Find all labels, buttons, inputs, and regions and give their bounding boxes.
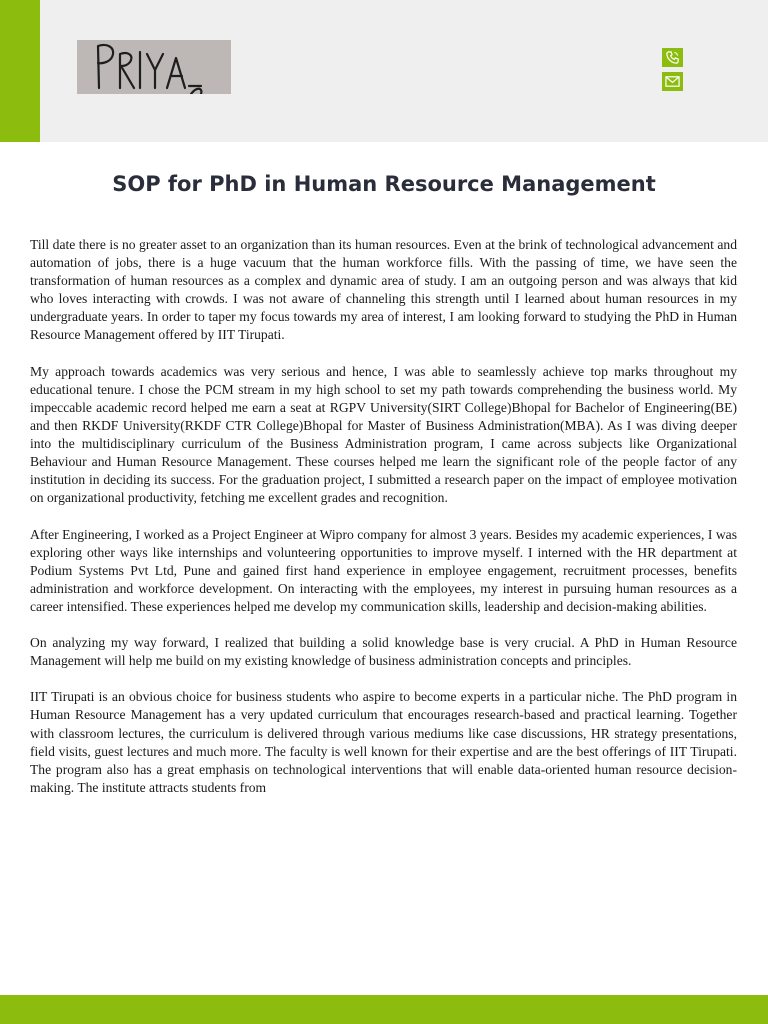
header-accent-bar [0, 0, 40, 142]
paragraph: After Engineering, I worked as a Project Engineer at Wipro company for almost 3 years. Besides my academic experiences, I was exploring other ways like internships and volunteering opportunities to improve myself. I interned with the HR department at Podium Systems Pvt Ltd, Pune and gained first hand experience in employee engagement, recruitment processes, benefits administration and workforce development. On interacting with the employees, my interest in pursuing human resources as a career intensified. These experiences helped me develop my communication skills, leadership and decision-making abilities. [30, 526, 737, 614]
signature-image [77, 40, 231, 94]
document-title: SOP for PhD in Human Resource Management [112, 172, 656, 196]
phone-icon [662, 48, 683, 67]
paragraph: Till date there is no greater asset to an organization than its human resources. Even at the brink of technological advancement and automation of jobs, there is a huge vacuum that the human workforce fills. With the passing of time, we have seen the transformation of human resources as a complex and dynamic area of study. I am an outgoing person and was always that kid who loves interacting with crowds. I was not aware of channeling this strength until I learned about human resources in my undergraduate years. In order to taper my focus towards my area of interest, I am looking forward to studying the PhD in Human Resource Management offered by IIT Tirupati. [30, 237, 737, 343]
document-body [30, 236, 737, 815]
mail-icon [662, 72, 683, 91]
footer-accent-bar [0, 995, 768, 1024]
paragraph: On analyzing my way forward, I realized that building a solid knowledge base is very crucial. A PhD in Human Resource Management will help me build on my existing knowledge of business administration concepts and principles. [30, 635, 737, 669]
paragraph: IIT Tirupati is an obvious choice for business students who aspire to become experts in a particular niche. The PhD program in Human Resource Management has a very updated curriculum that encourages research-based and practical learning. Together with classroom lectures, the curriculum is delivered through various mediums like case discussions, HR strategy presentations, field visits, guest lectures and much more. The faculty is well known for their expertise and are the best offerings of IIT Tirupati. The program also has a great emphasis on technological interventions that will enable data-oriented human resource decision-making. The institute attracts students from [30, 689, 737, 795]
paragraph: My approach towards academics was very serious and hence, I was able to seamlessly achieve top marks throughout my educational tenure. I chose the PCM stream in my high school to set my path towards comprehending the business world. My impeccable academic record helped me earn a seat at RGPV University(SIRT College)Bhopal for Bachelor of Engineering(BE) and then RKDF University(RKDF CTR College)Bhopal for Master of Business Administration(MBA). As I was diving deeper into the multidisciplinary curriculum of the Business Administration program, I came across subjects like Organizational Behaviour and Human Resource Management. These courses helped me learn the significant role of the people factor of any institution in deciding its success. For the graduation project, I submitted a research paper on the impact of employee motivation on organizational productivity, fetching me excellent grades and recognition. [30, 363, 737, 506]
page-header [0, 0, 768, 142]
